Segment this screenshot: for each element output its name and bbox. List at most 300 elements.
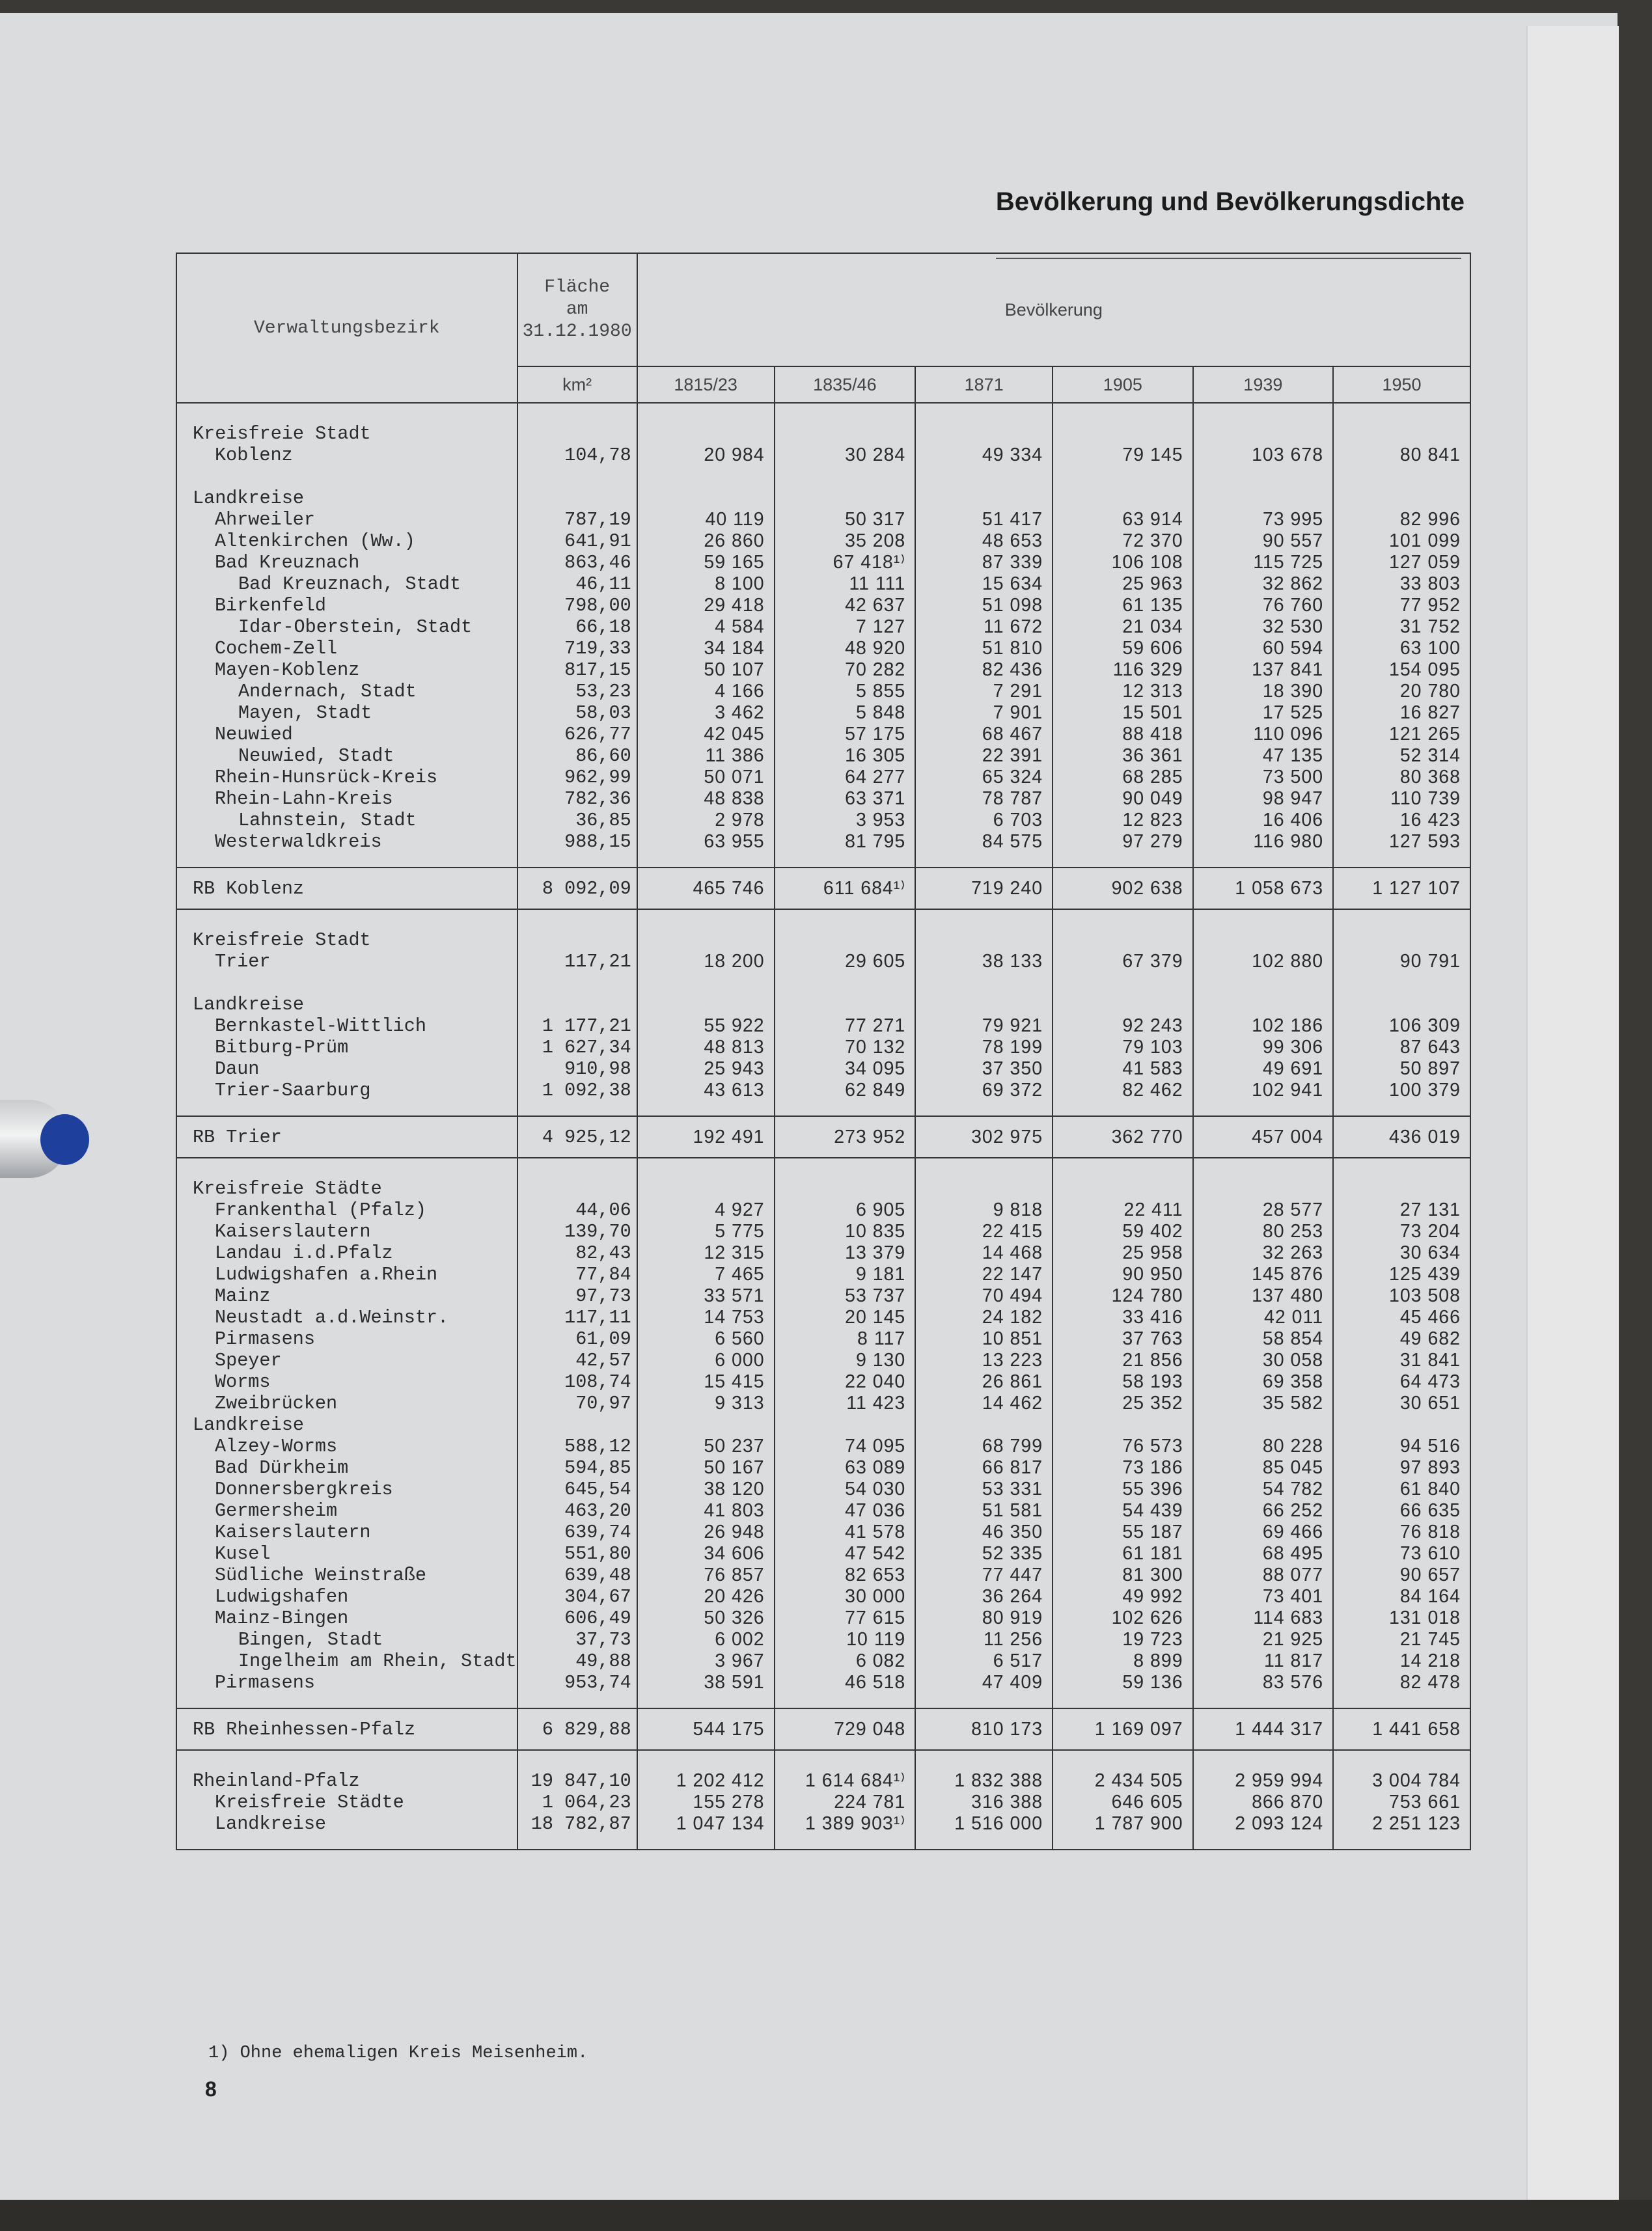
table-cell: 81 300: [1122, 1565, 1183, 1585]
table-cell: 47 542: [845, 1543, 906, 1564]
population-column: [775, 1158, 916, 1708]
table-cell: 58 193: [1122, 1371, 1183, 1392]
total-row: [176, 1708, 1470, 1750]
total-cell: 1 444 317: [1193, 1708, 1334, 1750]
table-cell: 1 092,38: [542, 1080, 631, 1101]
table-cell: 45 466: [1399, 1307, 1461, 1328]
table-cell: 24 182: [982, 1307, 1043, 1328]
table-cell: 22 415: [982, 1221, 1043, 1242]
table-cell: [1194, 929, 1324, 951]
table-cell: 22 040: [845, 1371, 906, 1392]
table-cell: 53,23: [575, 681, 631, 702]
table-cell: 68 467: [982, 724, 1043, 745]
district-name: Kaiserslautern: [215, 1221, 371, 1242]
table-cell: 48 813: [704, 1037, 765, 1058]
table-cell: 12 313: [1122, 681, 1183, 702]
table-cell: 127 593: [1388, 831, 1461, 852]
population-table: [176, 253, 1471, 1850]
table-cell: 82,43: [575, 1242, 631, 1264]
table-cell: [1194, 423, 1324, 445]
total-cell: 719 240: [915, 868, 1053, 909]
next-page-edge: [1526, 26, 1619, 2200]
table-cell: 6 560: [715, 1328, 765, 1349]
table-cell: 1 389 903¹⁾: [805, 1813, 906, 1834]
year-header: 1905: [1053, 366, 1193, 403]
table-cell: 3 953: [855, 810, 906, 830]
table-cell: 127 059: [1388, 552, 1461, 573]
table-cell: [1194, 972, 1324, 994]
district-name: Bad Kreuznach: [215, 552, 360, 573]
total-cell: 8 092,09: [517, 868, 637, 909]
table-cell: 9 130: [855, 1350, 906, 1371]
table-cell: [518, 929, 631, 951]
table-cell: [775, 1414, 906, 1436]
district-name: Kreisfreie Stadt: [193, 423, 371, 445]
district-name: Neustadt a.d.Weinstr.: [215, 1307, 449, 1328]
table-cell: [775, 423, 906, 445]
table-cell: 6 000: [715, 1350, 765, 1371]
table-cell: 26 948: [704, 1522, 765, 1542]
table-cell: 42 045: [704, 724, 765, 745]
table-cell: 30 651: [1399, 1393, 1461, 1414]
table-cell: 36 264: [982, 1586, 1043, 1607]
table-cell: 63 089: [845, 1457, 906, 1478]
table-cell: 18 200: [704, 951, 765, 972]
table-cell: 51 417: [982, 509, 1043, 530]
total-cell: 273 952: [775, 1116, 916, 1158]
table-cell: [638, 487, 765, 509]
district-name: Lahnstein, Stadt: [238, 810, 417, 831]
table-cell: 80 228: [1262, 1436, 1324, 1457]
table-cell: 108,74: [564, 1371, 631, 1393]
population-column: [1053, 1750, 1193, 1850]
year-header: 1939: [1193, 366, 1334, 403]
table-cell: [916, 994, 1043, 1015]
table-cell: 73 186: [1122, 1457, 1183, 1478]
table-cell: 594,85: [564, 1457, 631, 1479]
table-cell: 67 379: [1122, 951, 1183, 972]
district-name: Landkreise: [193, 994, 305, 1015]
district-name: [193, 972, 517, 994]
table-cell: 76 760: [1262, 595, 1324, 616]
district-name: Kreisfreie Städte: [215, 1792, 404, 1813]
table-cell: 60 594: [1262, 638, 1324, 659]
table-cell: [1053, 1178, 1183, 1199]
table-cell: 116 329: [1112, 659, 1183, 680]
district-name: Südliche Weinstraße: [215, 1565, 426, 1586]
table-cell: 64 473: [1399, 1371, 1461, 1392]
table-cell: 102 941: [1252, 1080, 1324, 1101]
table-cell: 59 165: [704, 552, 765, 573]
table-cell: 49 682: [1399, 1328, 1461, 1349]
table-cell: [775, 466, 906, 487]
table-cell: 103 678: [1252, 445, 1324, 465]
table-cell: 55 187: [1122, 1522, 1183, 1542]
table-cell: 12 823: [1122, 810, 1183, 830]
table-cell: 7 465: [715, 1264, 765, 1285]
table-cell: [638, 994, 765, 1015]
table-cell: 20 780: [1399, 681, 1461, 702]
table-cell: 73 995: [1262, 509, 1324, 530]
table-cell: 639,48: [564, 1565, 631, 1586]
table-cell: 51 098: [982, 595, 1043, 616]
table-cell: 32 530: [1262, 616, 1324, 637]
population-column: [1333, 909, 1470, 1116]
table-cell: 47 036: [845, 1500, 906, 1521]
table-cell: 37 350: [982, 1058, 1043, 1079]
table-cell: 80 253: [1262, 1221, 1324, 1242]
table-cell: 3 462: [715, 702, 765, 723]
table-cell: 29 605: [845, 951, 906, 972]
table-cell: 42 011: [1264, 1307, 1324, 1328]
table-cell: 33 571: [704, 1285, 765, 1306]
district-name: Ludwigshafen a.Rhein: [215, 1264, 438, 1285]
district-name: Koblenz: [215, 445, 293, 466]
district-name: Bad Kreuznach, Stadt: [238, 573, 461, 595]
table-cell: 92 243: [1122, 1015, 1183, 1036]
area-header: Fläche am 31.12.1980: [517, 253, 637, 366]
table-cell: 76 818: [1399, 1522, 1461, 1542]
population-column: [1333, 1750, 1470, 1850]
table-cell: 77 952: [1399, 595, 1461, 616]
population-column: [775, 403, 916, 868]
table-cell: 78 787: [982, 788, 1043, 809]
population-column: [915, 1750, 1053, 1850]
table-cell: 49,88: [575, 1650, 631, 1672]
table-cell: 82 996: [1399, 509, 1461, 530]
table-cell: 9 818: [993, 1199, 1043, 1220]
district-name: Donnersbergkreis: [215, 1479, 393, 1500]
table-cell: 798,00: [564, 595, 631, 616]
total-cell: 302 975: [915, 1116, 1053, 1158]
table-cell: 1 516 000: [954, 1813, 1043, 1834]
district-name: Trier: [215, 951, 271, 972]
table-cell: 49 992: [1122, 1586, 1183, 1607]
table-cell: 15 415: [704, 1371, 765, 1392]
table-cell: 101 099: [1388, 530, 1461, 551]
population-column: [637, 1750, 775, 1850]
table-cell: 64 277: [845, 767, 906, 787]
table-cell: [1053, 466, 1183, 487]
table-cell: 68 285: [1122, 767, 1183, 787]
district-name: Birkenfeld: [215, 595, 327, 616]
district-name: Ingelheim am Rhein, Stadt: [238, 1650, 517, 1672]
district-name: Pirmasens: [215, 1672, 315, 1693]
table-cell: [1053, 994, 1183, 1015]
table-cell: 1 202 412: [676, 1770, 765, 1791]
table-cell: 44,06: [575, 1199, 631, 1221]
table-cell: [1334, 994, 1461, 1015]
table-cell: 117,21: [564, 951, 631, 972]
table-cell: 988,15: [564, 831, 631, 853]
table-cell: 62 849: [845, 1080, 906, 1101]
table-cell: 25 963: [1122, 573, 1183, 594]
table-cell: 69 358: [1262, 1371, 1324, 1392]
table-cell: 94 516: [1399, 1436, 1461, 1457]
table-cell: 10 851: [982, 1328, 1043, 1349]
table-cell: 6 002: [715, 1629, 765, 1650]
table-cell: 84 164: [1399, 1586, 1461, 1607]
table-cell: 32 862: [1262, 573, 1324, 594]
table-cell: 63 955: [704, 831, 765, 852]
table-cell: 98 947: [1262, 788, 1324, 809]
population-column: [1193, 1158, 1334, 1708]
district-names: [176, 403, 517, 868]
total-cell: 457 004: [1193, 1116, 1334, 1158]
total-cell: 729 048: [775, 1708, 916, 1750]
background-surface: [0, 2200, 1652, 2231]
table-cell: 77 447: [982, 1565, 1043, 1585]
table-cell: 37,73: [575, 1629, 631, 1650]
population-column: [1053, 909, 1193, 1116]
table-cell: 30 284: [845, 445, 906, 465]
district-name: Mayen, Stadt: [238, 702, 372, 724]
district-names: [176, 1750, 517, 1850]
table-cell: 11 817: [1264, 1650, 1324, 1671]
table-cell: 110 739: [1390, 788, 1461, 809]
table-cell: 588,12: [564, 1436, 631, 1457]
table-cell: [1194, 1414, 1324, 1436]
table-cell: 41 803: [704, 1500, 765, 1521]
population-column: [915, 403, 1053, 868]
table-cell: 115 725: [1253, 552, 1324, 573]
population-column: [775, 909, 916, 1116]
table-cell: 68 495: [1262, 1543, 1324, 1564]
table-cell: 137 841: [1252, 659, 1324, 680]
table-cell: 50 107: [704, 659, 765, 680]
table-cell: [1053, 423, 1183, 445]
total-cell: 810 173: [915, 1708, 1053, 1750]
table-cell: 17 525: [1262, 702, 1324, 723]
table-cell: 910,98: [564, 1058, 631, 1080]
table-cell: 38 133: [982, 951, 1043, 972]
table-cell: 4 927: [715, 1199, 765, 1220]
district-name: Altenkirchen (Ww.): [215, 530, 415, 552]
table-cell: 304,67: [564, 1586, 631, 1608]
table-cell: 34 095: [845, 1058, 906, 1079]
district-name: Bingen, Stadt: [238, 1629, 383, 1650]
table-cell: 606,49: [564, 1608, 631, 1629]
total-cell: 436 019: [1333, 1116, 1470, 1158]
table-cell: 82 478: [1399, 1672, 1461, 1693]
table-cell: 54 439: [1122, 1500, 1183, 1521]
table-cell: 88 418: [1122, 724, 1183, 745]
table-cell: 79 921: [982, 1015, 1043, 1036]
table-cell: 782,36: [564, 788, 631, 810]
table-cell: 41 583: [1122, 1058, 1183, 1079]
page-title: Bevölkerung und Bevölkerungsdichte: [995, 187, 1465, 216]
table-cell: 551,80: [564, 1543, 631, 1565]
table-cell: 73 401: [1262, 1586, 1324, 1607]
table-cell: 50 317: [845, 509, 906, 530]
table-cell: 102 186: [1252, 1015, 1324, 1036]
district-name: Kreisfreie Stadt: [193, 929, 371, 951]
table-cell: 100 379: [1388, 1080, 1461, 1101]
total-cell: 902 638: [1053, 868, 1193, 909]
district-names: [176, 909, 517, 1116]
table-cell: 2 434 505: [1094, 1770, 1183, 1791]
district-name: [193, 466, 517, 487]
total-label: RB Koblenz: [176, 868, 517, 909]
population-column: [1053, 1158, 1193, 1708]
table-cell: 61 135: [1122, 595, 1183, 616]
table-cell: 10 119: [846, 1629, 906, 1650]
table-cell: [775, 929, 906, 951]
table-cell: 9 181: [855, 1264, 906, 1285]
table-cell: [916, 466, 1043, 487]
table-cell: 88 077: [1262, 1565, 1324, 1585]
table-cell: 50 237: [704, 1436, 765, 1457]
page-number: 8: [205, 2077, 217, 2101]
table-cell: 125 439: [1388, 1264, 1461, 1285]
table-cell: 35 208: [845, 530, 906, 551]
total-cell: 1 169 097: [1053, 1708, 1193, 1750]
table-cell: 49 691: [1262, 1058, 1324, 1079]
area-column: [517, 403, 637, 868]
table-cell: [518, 972, 631, 994]
table-cell: 11 256: [984, 1629, 1043, 1650]
table-cell: 114 683: [1253, 1608, 1324, 1628]
total-cell: 611 684¹⁾: [775, 868, 916, 909]
table-cell: 1 614 684¹⁾: [805, 1770, 906, 1791]
table-cell: 7 127: [855, 616, 906, 637]
table-cell: 21 856: [1122, 1350, 1183, 1371]
district-name: Cochem-Zell: [215, 638, 338, 659]
table-cell: 66 252: [1262, 1500, 1324, 1521]
table-cell: 34 184: [704, 638, 765, 659]
table-cell: 25 943: [704, 1058, 765, 1079]
table-cell: 224 781: [834, 1792, 906, 1813]
table-cell: 33 416: [1122, 1307, 1183, 1328]
table-cell: 72 370: [1122, 530, 1183, 551]
table-cell: 69 372: [982, 1080, 1043, 1101]
district-name: Zweibrücken: [215, 1393, 338, 1414]
table-cell: 817,15: [564, 659, 631, 681]
footnote: 1) Ohne ehemaligen Kreis Meisenheim.: [208, 2044, 588, 2063]
table-cell: [1194, 466, 1324, 487]
district-name: Daun: [215, 1058, 260, 1080]
population-column: [1333, 1158, 1470, 1708]
table-cell: 49 334: [982, 445, 1043, 465]
table-cell: 68 799: [982, 1436, 1043, 1457]
population-column: [637, 909, 775, 1116]
table-cell: 52 335: [982, 1543, 1043, 1564]
year-header: 1815/23: [637, 366, 775, 403]
table-cell: 1 627,34: [542, 1037, 631, 1058]
district-name: Speyer: [215, 1350, 282, 1371]
table-cell: 25 958: [1122, 1242, 1183, 1263]
table-cell: 46,11: [575, 573, 631, 595]
district-name: Alzey-Worms: [215, 1436, 338, 1457]
table-cell: 645,54: [564, 1479, 631, 1500]
district-name: Landau i.d.Pfalz: [215, 1242, 393, 1264]
table-cell: [638, 466, 765, 487]
table-cell: 104,78: [564, 445, 631, 466]
table-cell: 38 120: [704, 1479, 765, 1499]
total-cell: 192 491: [637, 1116, 775, 1158]
table-cell: 21 925: [1262, 1629, 1324, 1650]
table-cell: 863,46: [564, 552, 631, 573]
table-cell: 6 517: [993, 1650, 1043, 1671]
table-cell: 76 573: [1122, 1436, 1183, 1457]
table-cell: [1334, 929, 1461, 951]
table-cell: 42,57: [575, 1350, 631, 1371]
total-label: RB Rheinhessen-Pfalz: [176, 1708, 517, 1750]
district-name: Mainz-Bingen: [215, 1608, 349, 1629]
table-cell: 82 462: [1122, 1080, 1183, 1101]
table-cell: 73 204: [1399, 1221, 1461, 1242]
table-cell: 59 402: [1122, 1221, 1183, 1242]
table-cell: 51 810: [982, 638, 1043, 659]
table-cell: 84 575: [982, 831, 1043, 852]
table-cell: [518, 1178, 631, 1199]
table-cell: 14 753: [704, 1307, 765, 1328]
table-cell: 16 305: [845, 745, 906, 766]
table-section: [176, 1750, 1470, 1850]
population-column: [915, 1158, 1053, 1708]
year-header: 1871: [915, 366, 1053, 403]
table-cell: 50 326: [704, 1608, 765, 1628]
table-cell: 2 959 994: [1235, 1770, 1324, 1791]
table-cell: [518, 1414, 631, 1436]
table-cell: 11 423: [846, 1393, 906, 1414]
table-cell: 61 181: [1122, 1543, 1183, 1564]
table-cell: 63 371: [845, 788, 906, 809]
table-cell: 121 265: [1388, 724, 1461, 745]
table-cell: 641,91: [564, 530, 631, 552]
table-cell: 110 096: [1253, 724, 1324, 745]
district-name: Trier-Saarburg: [215, 1080, 371, 1101]
table-cell: 43 613: [704, 1080, 765, 1101]
table-cell: 13 223: [982, 1350, 1043, 1371]
table-cell: 77 271: [845, 1015, 906, 1036]
table-cell: 14 218: [1399, 1650, 1461, 1671]
table-cell: 8 100: [715, 573, 765, 594]
table-cell: 41 578: [845, 1522, 906, 1542]
table-cell: 21 745: [1399, 1629, 1461, 1650]
table-cell: 22 147: [982, 1264, 1043, 1285]
table-cell: 69 466: [1262, 1522, 1324, 1542]
table-cell: [518, 423, 631, 445]
table-cell: [775, 487, 906, 509]
table-cell: [1334, 1178, 1461, 1199]
table-cell: 47 135: [1262, 745, 1324, 766]
table-cell: 19 847,10: [530, 1770, 631, 1792]
table-cell: 22 411: [1123, 1199, 1183, 1220]
table-cell: 13 379: [845, 1242, 906, 1263]
table-cell: 38 591: [704, 1672, 765, 1693]
table-cell: 54 782: [1262, 1479, 1324, 1499]
table-cell: 46 518: [845, 1672, 906, 1693]
table-cell: 11 672: [984, 616, 1043, 637]
table-cell: [1334, 466, 1461, 487]
table-cell: 30 000: [845, 1586, 906, 1607]
table-cell: 15 634: [982, 573, 1043, 594]
table-cell: 30 634: [1399, 1242, 1461, 1263]
table-cell: [638, 423, 765, 445]
table-cell: [1053, 487, 1183, 509]
table-cell: 103 508: [1388, 1285, 1461, 1306]
table-cell: 70 282: [845, 659, 906, 680]
district-name: Andernach, Stadt: [238, 681, 417, 702]
table-cell: 59 136: [1122, 1672, 1183, 1693]
table-cell: 36,85: [575, 810, 631, 831]
table-cell: 16 423: [1399, 810, 1461, 830]
area-column: [517, 909, 637, 1116]
table-cell: 3 967: [715, 1650, 765, 1671]
table-cell: 77,84: [575, 1264, 631, 1285]
table-cell: 87 339: [982, 552, 1043, 573]
